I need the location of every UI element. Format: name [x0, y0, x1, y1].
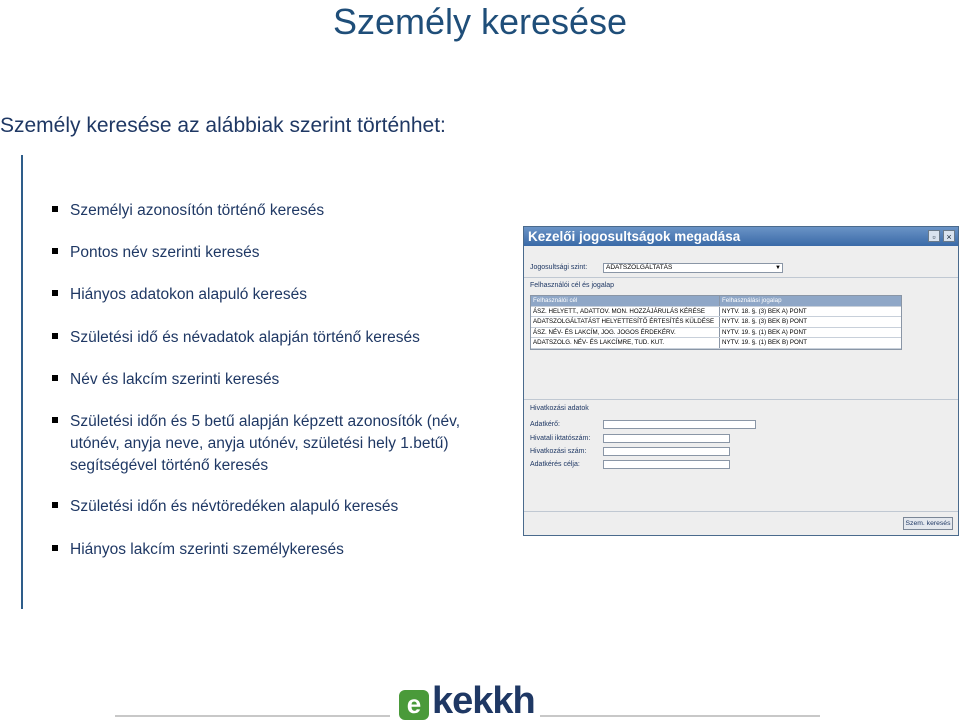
logo-mark: e: [399, 690, 429, 720]
iktatoszam-label: Hivatali iktatószám:: [530, 435, 591, 442]
bullet-item: Születési időn és 5 betű alapján képzett azonosítók (név, utónév, anyja neve, anyja utónév, születési hely 1.betű) segítségével történő keresés: [52, 411, 492, 477]
bullet-item: Pontos név szerinti keresés: [52, 242, 492, 264]
bullet-marker: [52, 545, 58, 551]
hiv-section-label: Hivatkozási adatok: [530, 405, 589, 412]
cel-label: Adatkérés célja:: [530, 461, 580, 468]
cell-purpose: ÁSZ. HELYETT., ADATTOV. MON. HOZZÁJÁRULÁS KÉRÉSE: [531, 307, 720, 317]
table-row[interactable]: [531, 317, 901, 328]
cel-field[interactable]: [603, 460, 730, 469]
logo-word: kekkh: [432, 680, 535, 722]
section-divider: [524, 277, 958, 278]
cell-legal-basis: NYTV. 18. §. (3) BEK B) PONT: [722, 318, 808, 325]
search-button[interactable]: Szem. keresés: [903, 517, 953, 530]
purpose-table: [530, 295, 902, 350]
bullet-marker: [52, 248, 58, 254]
bullet-item: Születési időn és névtöredéken alapuló keresés: [52, 496, 492, 518]
bullet-item: Születési idő és névadatok alapján történő keresés: [52, 327, 492, 349]
adatkero-field[interactable]: [603, 420, 756, 429]
jog-szint-label: Jogosultsági szint:: [530, 264, 588, 271]
iktatoszam-field[interactable]: [603, 434, 730, 443]
permissions-window: [523, 226, 959, 536]
cell-purpose: ADATSZOLGÁLTATÁST HELYETTESÍTŐ ÉRTESÍTÉS KÜLDÉSE: [531, 317, 720, 327]
bullet-item: Hiányos adatokon alapuló keresés: [52, 284, 492, 306]
bullet-marker: [52, 502, 58, 508]
adatkero-label: Adatkérő:: [530, 421, 560, 428]
chevron-down-icon: ▼: [775, 265, 781, 271]
bullet-marker: [52, 206, 58, 212]
page-title: Személy keresése: [332, 1, 628, 42]
jog-szint-value: ADATSZOLGÁLTATÁS: [606, 264, 673, 271]
cell-legal-basis: NYTV. 19. §. (1) BEK B) PONT: [722, 339, 808, 346]
footer-divider-right: [540, 715, 820, 717]
bullet-marker: [52, 290, 58, 296]
table-row[interactable]: [531, 307, 901, 318]
jog-szint-select[interactable]: [603, 263, 783, 273]
window-title: Kezelői jogosultságok megadása: [528, 229, 741, 244]
bullet-item: Személyi azonosítón történő keresés: [52, 200, 492, 222]
table-row[interactable]: [531, 328, 901, 339]
cell-purpose: ADATSZOLG. NÉV- ÉS LAKCÍMRE, TUD. KUT.: [531, 338, 720, 348]
bullet-marker: [52, 333, 58, 339]
hivszam-field[interactable]: [603, 447, 730, 456]
table-header: [531, 296, 901, 307]
left-divider: [21, 155, 23, 609]
cell-purpose: ÁSZ. NÉV- ÉS LAKCÍM, JOG. JOGOS ÉRDEKÉRV.: [531, 328, 720, 338]
window-titlebar[interactable]: [524, 227, 958, 246]
column-header[interactable]: Felhasználói cél: [531, 296, 720, 306]
bullet-item: Név és lakcím szerinti keresés: [52, 369, 492, 391]
bullet-marker: [52, 375, 58, 381]
section-divider: [524, 511, 958, 512]
section-divider: [524, 399, 958, 400]
cel-section-label: Felhasználói cél és jogalap: [530, 282, 615, 289]
table-row[interactable]: [531, 338, 901, 349]
hivszam-label: Hivatkozási szám:: [530, 448, 587, 455]
page-subtitle: Személy keresése az alábbiak szerint történhet:: [0, 114, 446, 137]
footer-divider-left: [115, 715, 390, 717]
close-icon[interactable]: ×: [943, 230, 955, 242]
cell-legal-basis: NYTV. 19. §. (1) BEK A) PONT: [722, 328, 807, 336]
cell-legal-basis: NYTV. 18. §. (3) BEK A) PONT: [722, 307, 807, 315]
column-header[interactable]: Felhasználási jogalap: [722, 297, 782, 304]
bullet-marker: [52, 417, 58, 423]
minimize-icon[interactable]: ▫: [928, 230, 940, 242]
bullet-item: Hiányos lakcím szerinti személykeresés: [52, 539, 492, 561]
